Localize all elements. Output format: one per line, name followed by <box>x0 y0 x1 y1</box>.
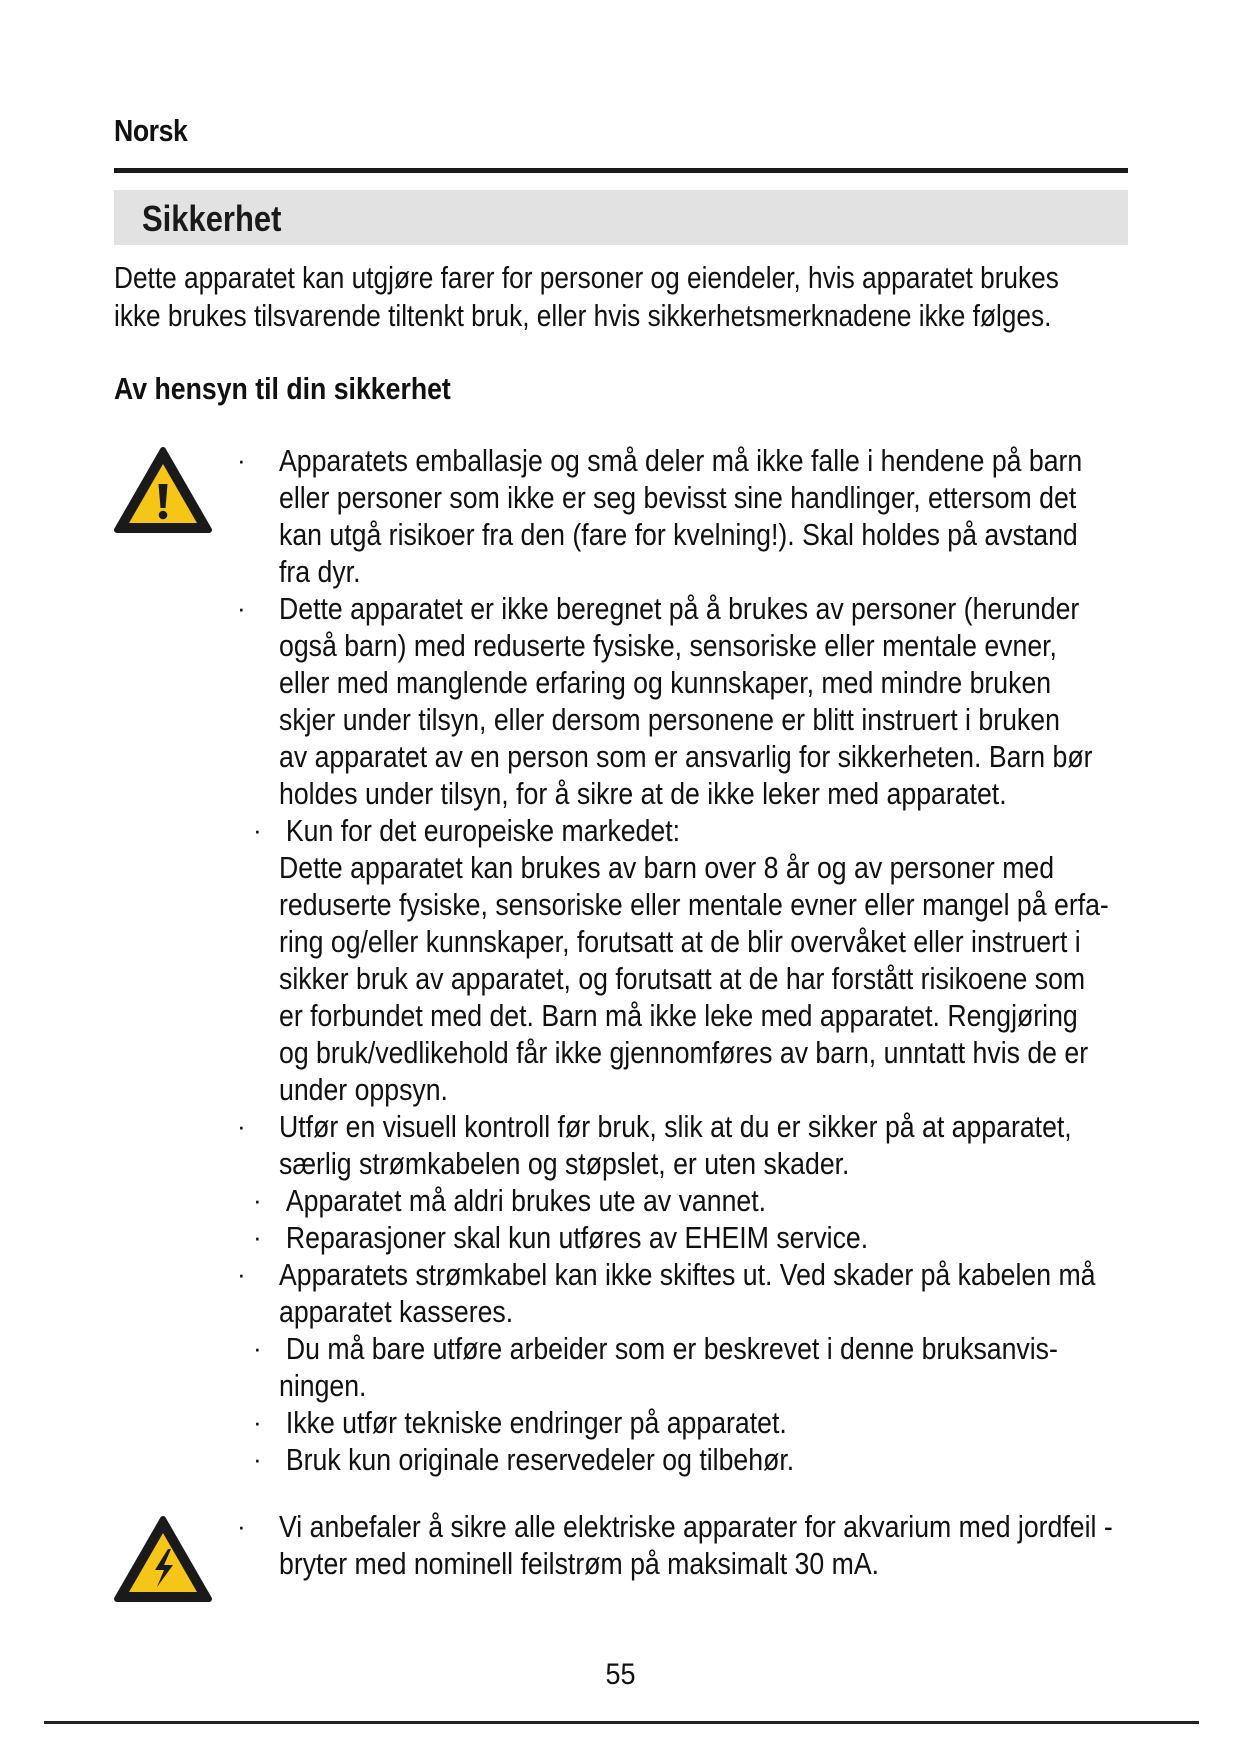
bullet-symbol: · <box>237 1259 246 1289</box>
page-number: 55 <box>605 1658 636 1691</box>
bullet-line: er forbundet med det. Barn må ikke leke med apparatet. Rengjøring <box>279 998 1078 1033</box>
bullet-line: eller med manglende erfaring og kunnskaper, med mindre bruken <box>279 665 1052 700</box>
bullet-line: eller personer som ikke er seg bevisst sine handlinger, ettersom det <box>279 480 1077 515</box>
list-item <box>237 812 1237 1108</box>
list-item <box>237 1508 1237 1582</box>
list-item <box>237 1108 1237 1182</box>
electrical-bullet-list <box>237 1508 1237 1582</box>
bullet-line: ningen. <box>279 1368 367 1403</box>
bullet-line: særlig strømkabelen og støpslet, er uten skader. <box>279 1146 850 1181</box>
intro-line: ikke brukes tilsvarende tiltenkt bruk, eller hvis sikkerhetsmerknadene ikke følges. <box>114 299 1052 333</box>
bullet-line: Kun for det europeiske markedet: <box>285 813 681 848</box>
bullet-symbol: · <box>253 815 262 845</box>
bullet-line: Du må bare utføre arbeider som er beskrevet i denne bruksanvis- <box>285 1331 1058 1366</box>
bullet-line: og bruk/vedlikehold får ikke gjennomføres av barn, unntatt hvis de er <box>279 1035 1089 1070</box>
bullet-line: kan utgå risikoer fra den (fare for kvelning!). Skal holdes på avstand <box>279 517 1078 552</box>
bullet-line: fra dyr. <box>279 554 361 589</box>
bullet-symbol: · <box>237 1111 246 1141</box>
bullet-line: reduserte fysiske, sensoriske eller mentale evner eller mangel på erfa- <box>279 887 1109 922</box>
bullet-line: Dette apparatet kan brukes av barn over 8 år og av personer med <box>279 850 1055 885</box>
bullet-line: Apparatets strømkabel kan ikke skiftes ut. Ved skader på kabelen må <box>279 1257 1096 1292</box>
subheading: Av hensyn til din sikkerhet <box>114 371 451 406</box>
bullet-line: holdes under tilsyn, for å sikre at de ikke leker med apparatet. <box>279 776 1007 811</box>
list-item <box>237 1182 1237 1219</box>
bullet-symbol: · <box>253 1333 262 1363</box>
list-item <box>237 442 1237 590</box>
header-rule <box>114 168 1128 173</box>
language-label: Norsk <box>114 113 188 148</box>
bullet-line: Reparasjoner skal kun utføres av EHEIM service. <box>285 1220 869 1255</box>
bullet-symbol: · <box>237 593 246 623</box>
footer-rule <box>44 1721 1199 1724</box>
bullet-symbol: · <box>253 1444 262 1474</box>
list-item <box>237 1256 1237 1330</box>
list-item <box>237 1404 1237 1441</box>
bullet-line: også barn) med reduserte fysiske, sensoriske eller mentale evner, <box>279 628 1057 663</box>
safety-bullet-list <box>237 442 1237 1478</box>
bullet-line: Utfør en visuell kontroll før bruk, slik at du er sikker på at apparatet, <box>279 1109 1072 1144</box>
list-item <box>237 1441 1237 1478</box>
bullet-line: Apparatets emballasje og små deler må ikke falle i hendene på barn <box>279 443 1083 478</box>
bullet-line: Vi anbefaler å sikre alle elektriske apparater for akvarium med jordfeil - <box>279 1509 1113 1544</box>
list-item <box>237 590 1237 812</box>
bullet-line: Apparatet må aldri brukes ute av vannet. <box>285 1183 767 1218</box>
intro-paragraph <box>114 259 1059 335</box>
bullet-line: ring og/eller kunnskaper, forutsatt at de blir overvåket eller instruert i <box>279 924 1081 959</box>
list-item <box>237 1330 1237 1404</box>
bullet-line: skjer under tilsyn, eller dersom personene er blitt instruert i bruken <box>279 702 1060 737</box>
bullet-symbol: · <box>253 1185 262 1215</box>
bullet-line: Dette apparatet er ikke beregnet på å brukes av personer (herunder <box>279 591 1080 626</box>
bullet-symbol: · <box>253 1222 262 1252</box>
bullet-line: Ikke utfør tekniske endringer på apparatet. <box>285 1405 787 1440</box>
electrical-hazard-icon <box>113 1515 213 1603</box>
intro-line: Dette apparatet kan utgjøre farer for personer og eiendeler, hvis apparatet brukes <box>114 261 1059 295</box>
bullet-symbol: · <box>253 1407 262 1437</box>
bullet-symbol: · <box>237 1511 246 1541</box>
bullet-line: under oppsyn. <box>279 1072 448 1107</box>
bullet-line: bryter med nominell feilstrøm på maksimalt 30 mA. <box>279 1546 880 1581</box>
section-header-bar <box>114 190 1128 245</box>
bullet-line: apparatet kasseres. <box>279 1294 514 1329</box>
warning-exclamation-icon <box>113 446 213 534</box>
bullet-line: av apparatet av en person som er ansvarlig for sikkerheten. Barn bør <box>279 739 1093 774</box>
bullet-line: Bruk kun originale reservedeler og tilbehør. <box>285 1442 795 1477</box>
list-item <box>237 1219 1237 1256</box>
bullet-symbol: · <box>237 445 246 475</box>
bullet-line: sikker bruk av apparatet, og forutsatt at de har forstått risikoene som <box>279 961 1086 996</box>
section-title: Sikkerhet <box>142 198 282 239</box>
